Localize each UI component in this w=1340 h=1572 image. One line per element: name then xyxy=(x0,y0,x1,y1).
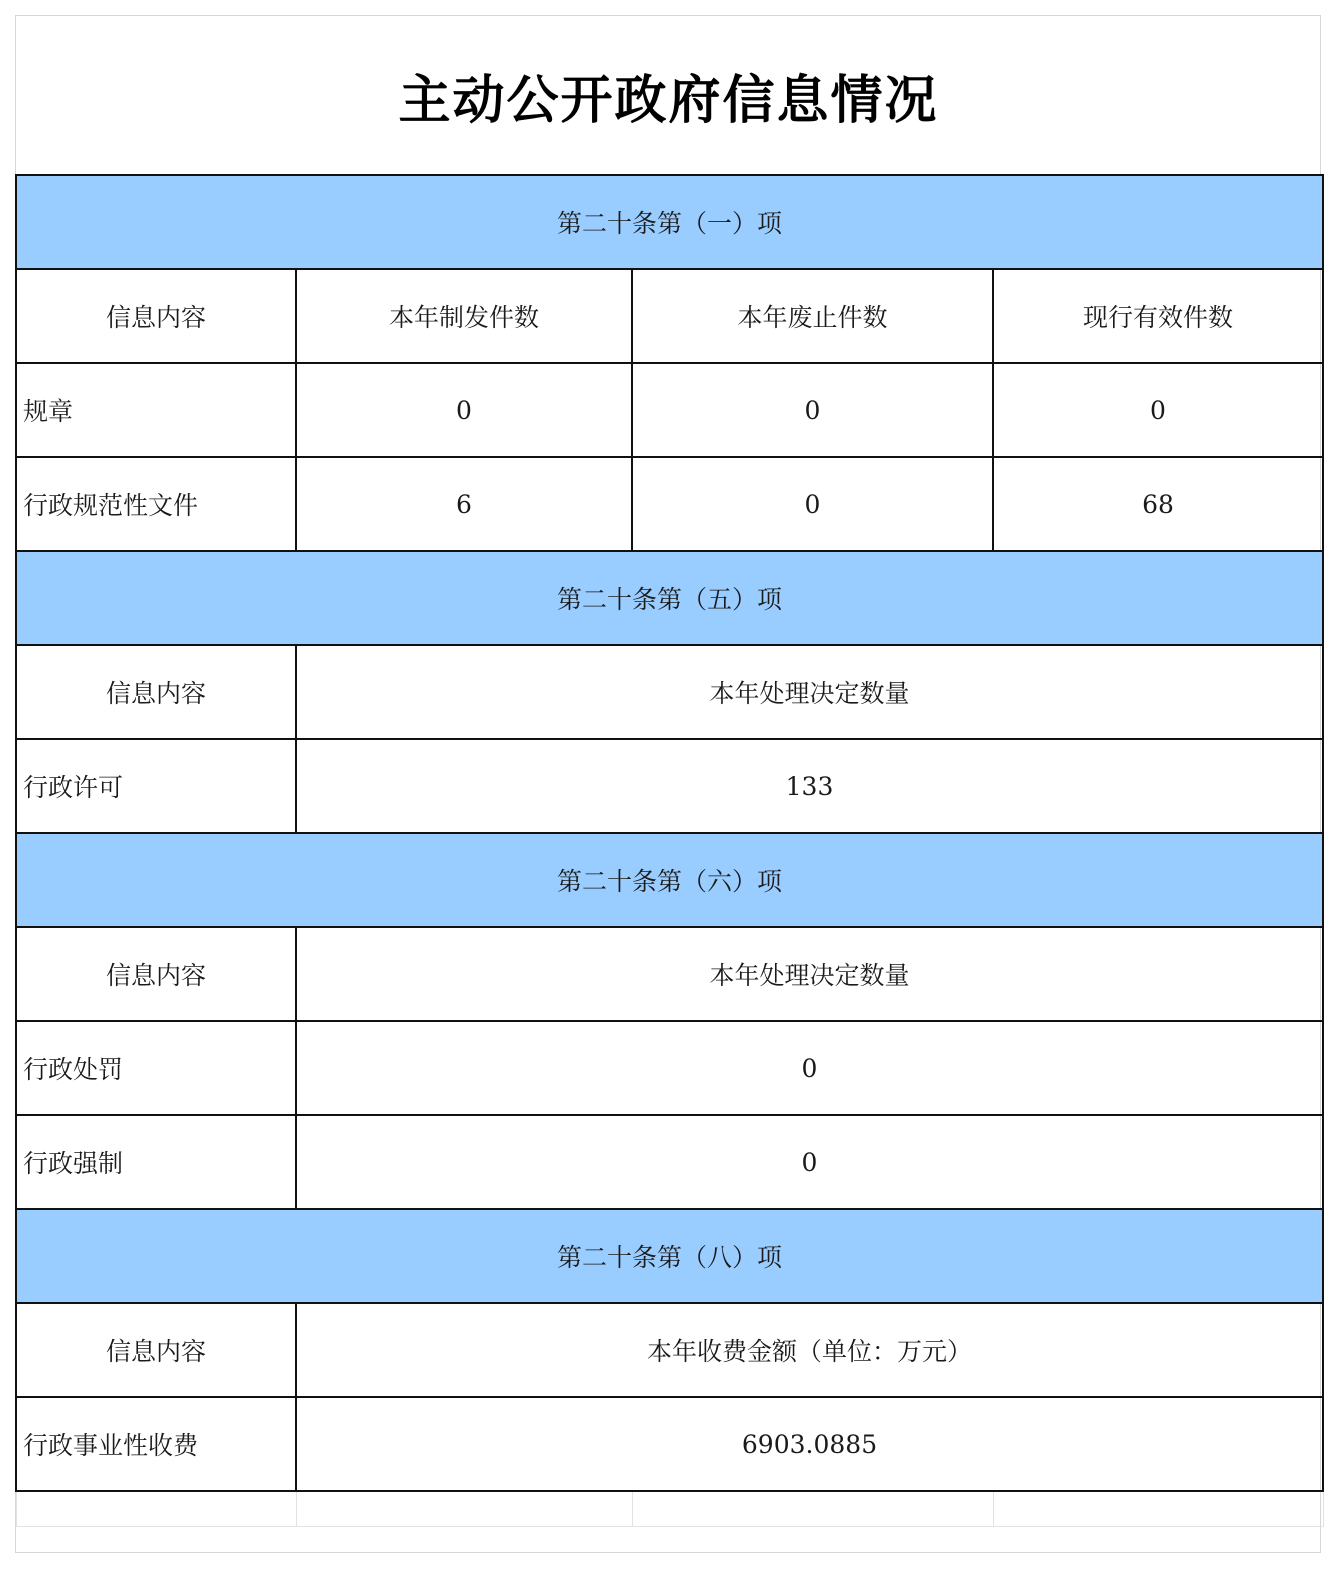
table-row xyxy=(16,363,1323,457)
header-cell-abolished: 本年废止件数 xyxy=(632,269,993,363)
section-heading-row xyxy=(16,1209,1323,1303)
header-cell-decisions: 本年处理决定数量 xyxy=(296,927,1323,1021)
header-cell-fee-amount: 本年收费金额（单位：万元） xyxy=(296,1303,1323,1397)
section-heading: 第二十条第（一）项 xyxy=(16,175,1323,269)
header-cell-decisions: 本年处理决定数量 xyxy=(296,645,1323,739)
row-label: 规章 xyxy=(16,363,296,457)
value-cell: 133 xyxy=(296,739,1323,833)
value-cell: 0 xyxy=(296,363,632,457)
header-cell-content: 信息内容 xyxy=(16,269,296,363)
value-cell: 6903.0885 xyxy=(296,1397,1323,1491)
header-row xyxy=(16,645,1323,739)
section-heading-row xyxy=(16,175,1323,269)
page-title: 主动公开政府信息情况 xyxy=(398,70,939,131)
header-row xyxy=(16,269,1323,363)
empty-cell xyxy=(16,1491,296,1527)
value-cell: 0 xyxy=(296,1021,1323,1115)
table-row xyxy=(16,1021,1323,1115)
section-heading: 第二十条第（五）项 xyxy=(16,551,1323,645)
value-cell: 0 xyxy=(632,457,993,551)
row-label: 行政处罚 xyxy=(16,1021,296,1115)
header-row xyxy=(16,1303,1323,1397)
row-label: 行政许可 xyxy=(16,739,296,833)
header-cell-content: 信息内容 xyxy=(16,927,296,1021)
header-row xyxy=(16,927,1323,1021)
table-row xyxy=(16,1397,1323,1491)
header-cell-content: 信息内容 xyxy=(16,645,296,739)
disclosure-table xyxy=(15,174,1324,1527)
empty-cell xyxy=(993,1491,1323,1527)
empty-cell xyxy=(296,1491,632,1527)
section-heading-row xyxy=(16,551,1323,645)
section-heading-row xyxy=(16,833,1323,927)
header-cell-content: 信息内容 xyxy=(16,1303,296,1397)
section-heading: 第二十条第（八）项 xyxy=(16,1209,1323,1303)
row-label: 行政规范性文件 xyxy=(16,457,296,551)
row-label: 行政事业性收费 xyxy=(16,1397,296,1491)
section-heading: 第二十条第（六）项 xyxy=(16,833,1323,927)
table-row xyxy=(16,457,1323,551)
value-cell: 0 xyxy=(993,363,1323,457)
header-cell-issued: 本年制发件数 xyxy=(296,269,632,363)
value-cell: 0 xyxy=(296,1115,1323,1209)
empty-cell xyxy=(632,1491,993,1527)
empty-row xyxy=(16,1491,1323,1527)
value-cell: 68 xyxy=(993,457,1323,551)
value-cell: 0 xyxy=(632,363,993,457)
table-row xyxy=(16,1115,1323,1209)
row-label: 行政强制 xyxy=(16,1115,296,1209)
table-row xyxy=(16,739,1323,833)
header-cell-valid: 现行有效件数 xyxy=(993,269,1323,363)
value-cell: 6 xyxy=(296,457,632,551)
